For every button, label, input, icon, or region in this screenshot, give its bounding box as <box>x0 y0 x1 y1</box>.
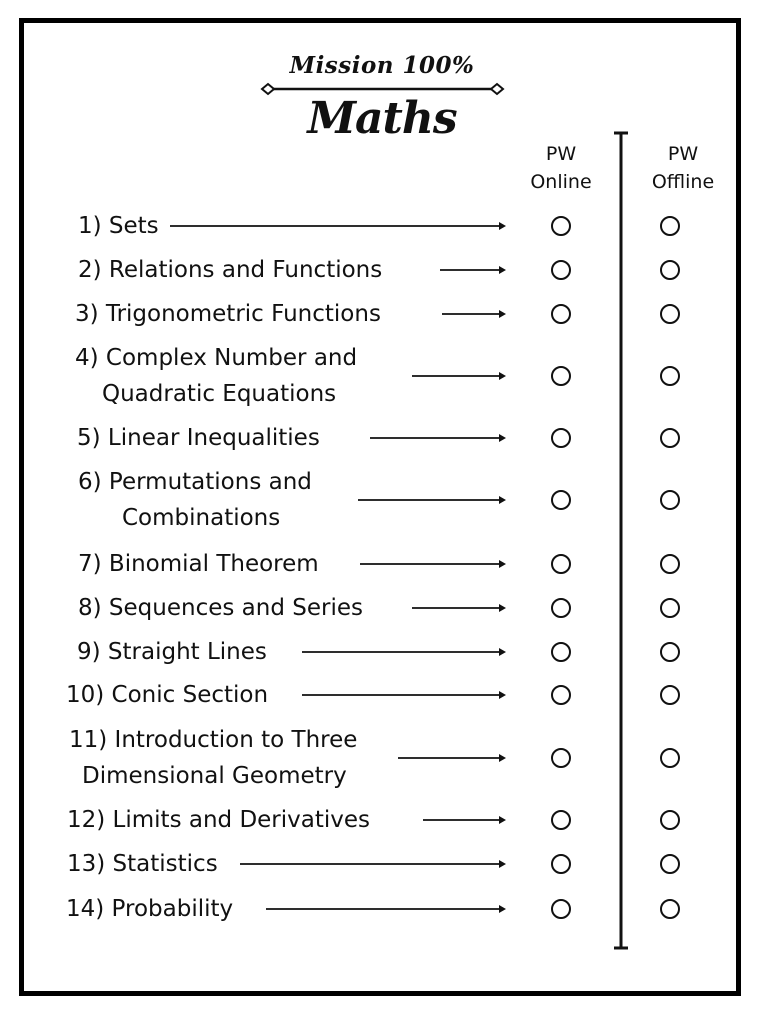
mission-subtitle: Mission 100% <box>289 52 475 79</box>
topic-label: 7) Binomial Theorem <box>78 551 319 577</box>
column-header-offline-line2: Offline <box>651 171 715 193</box>
arrow-head <box>499 496 506 504</box>
arrow-head <box>499 310 506 318</box>
topic-label: 9) Straight Lines <box>77 639 267 665</box>
topic-label-continued: Quadratic Equations <box>102 381 337 407</box>
topic-label: 13) Statistics <box>67 851 218 877</box>
arrow-head <box>499 691 506 699</box>
arrow-head <box>499 560 506 568</box>
arrow-head <box>499 434 506 442</box>
topic-label: 14) Probability <box>66 896 234 922</box>
arrow-head <box>499 266 506 274</box>
arrow-head <box>499 604 506 612</box>
topic-label-continued: Dimensional Geometry <box>82 763 347 789</box>
topic-label: 11) Introduction to Three <box>69 727 358 753</box>
topic-label: 5) Linear Inequalities <box>77 425 320 451</box>
page-title: Maths <box>307 93 457 144</box>
topic-label: 6) Permutations and <box>78 469 312 495</box>
column-header-online-line2: Online <box>530 171 592 193</box>
topic-label: 10) Conic Section <box>66 682 269 708</box>
topic-label: 8) Sequences and Series <box>78 595 363 621</box>
topic-label-continued: Combinations <box>122 505 281 531</box>
column-header-offline-line1: PW <box>667 143 699 165</box>
column-header-online-line1: PW <box>545 143 577 165</box>
topic-label: 12) Limits and Derivatives <box>67 807 371 833</box>
topic-label: 3) Trigonometric Functions <box>75 301 381 327</box>
arrow-head <box>499 754 506 762</box>
topic-label: 2) Relations and Functions <box>78 257 383 283</box>
topic-label: 4) Complex Number and <box>75 345 358 371</box>
arrow-head <box>499 905 506 913</box>
topic-label: 1) Sets <box>78 213 159 239</box>
arrow-head <box>499 860 506 868</box>
arrow-head <box>499 222 506 230</box>
arrow-head <box>499 372 506 380</box>
arrow-head <box>499 816 506 824</box>
arrow-head <box>499 648 506 656</box>
